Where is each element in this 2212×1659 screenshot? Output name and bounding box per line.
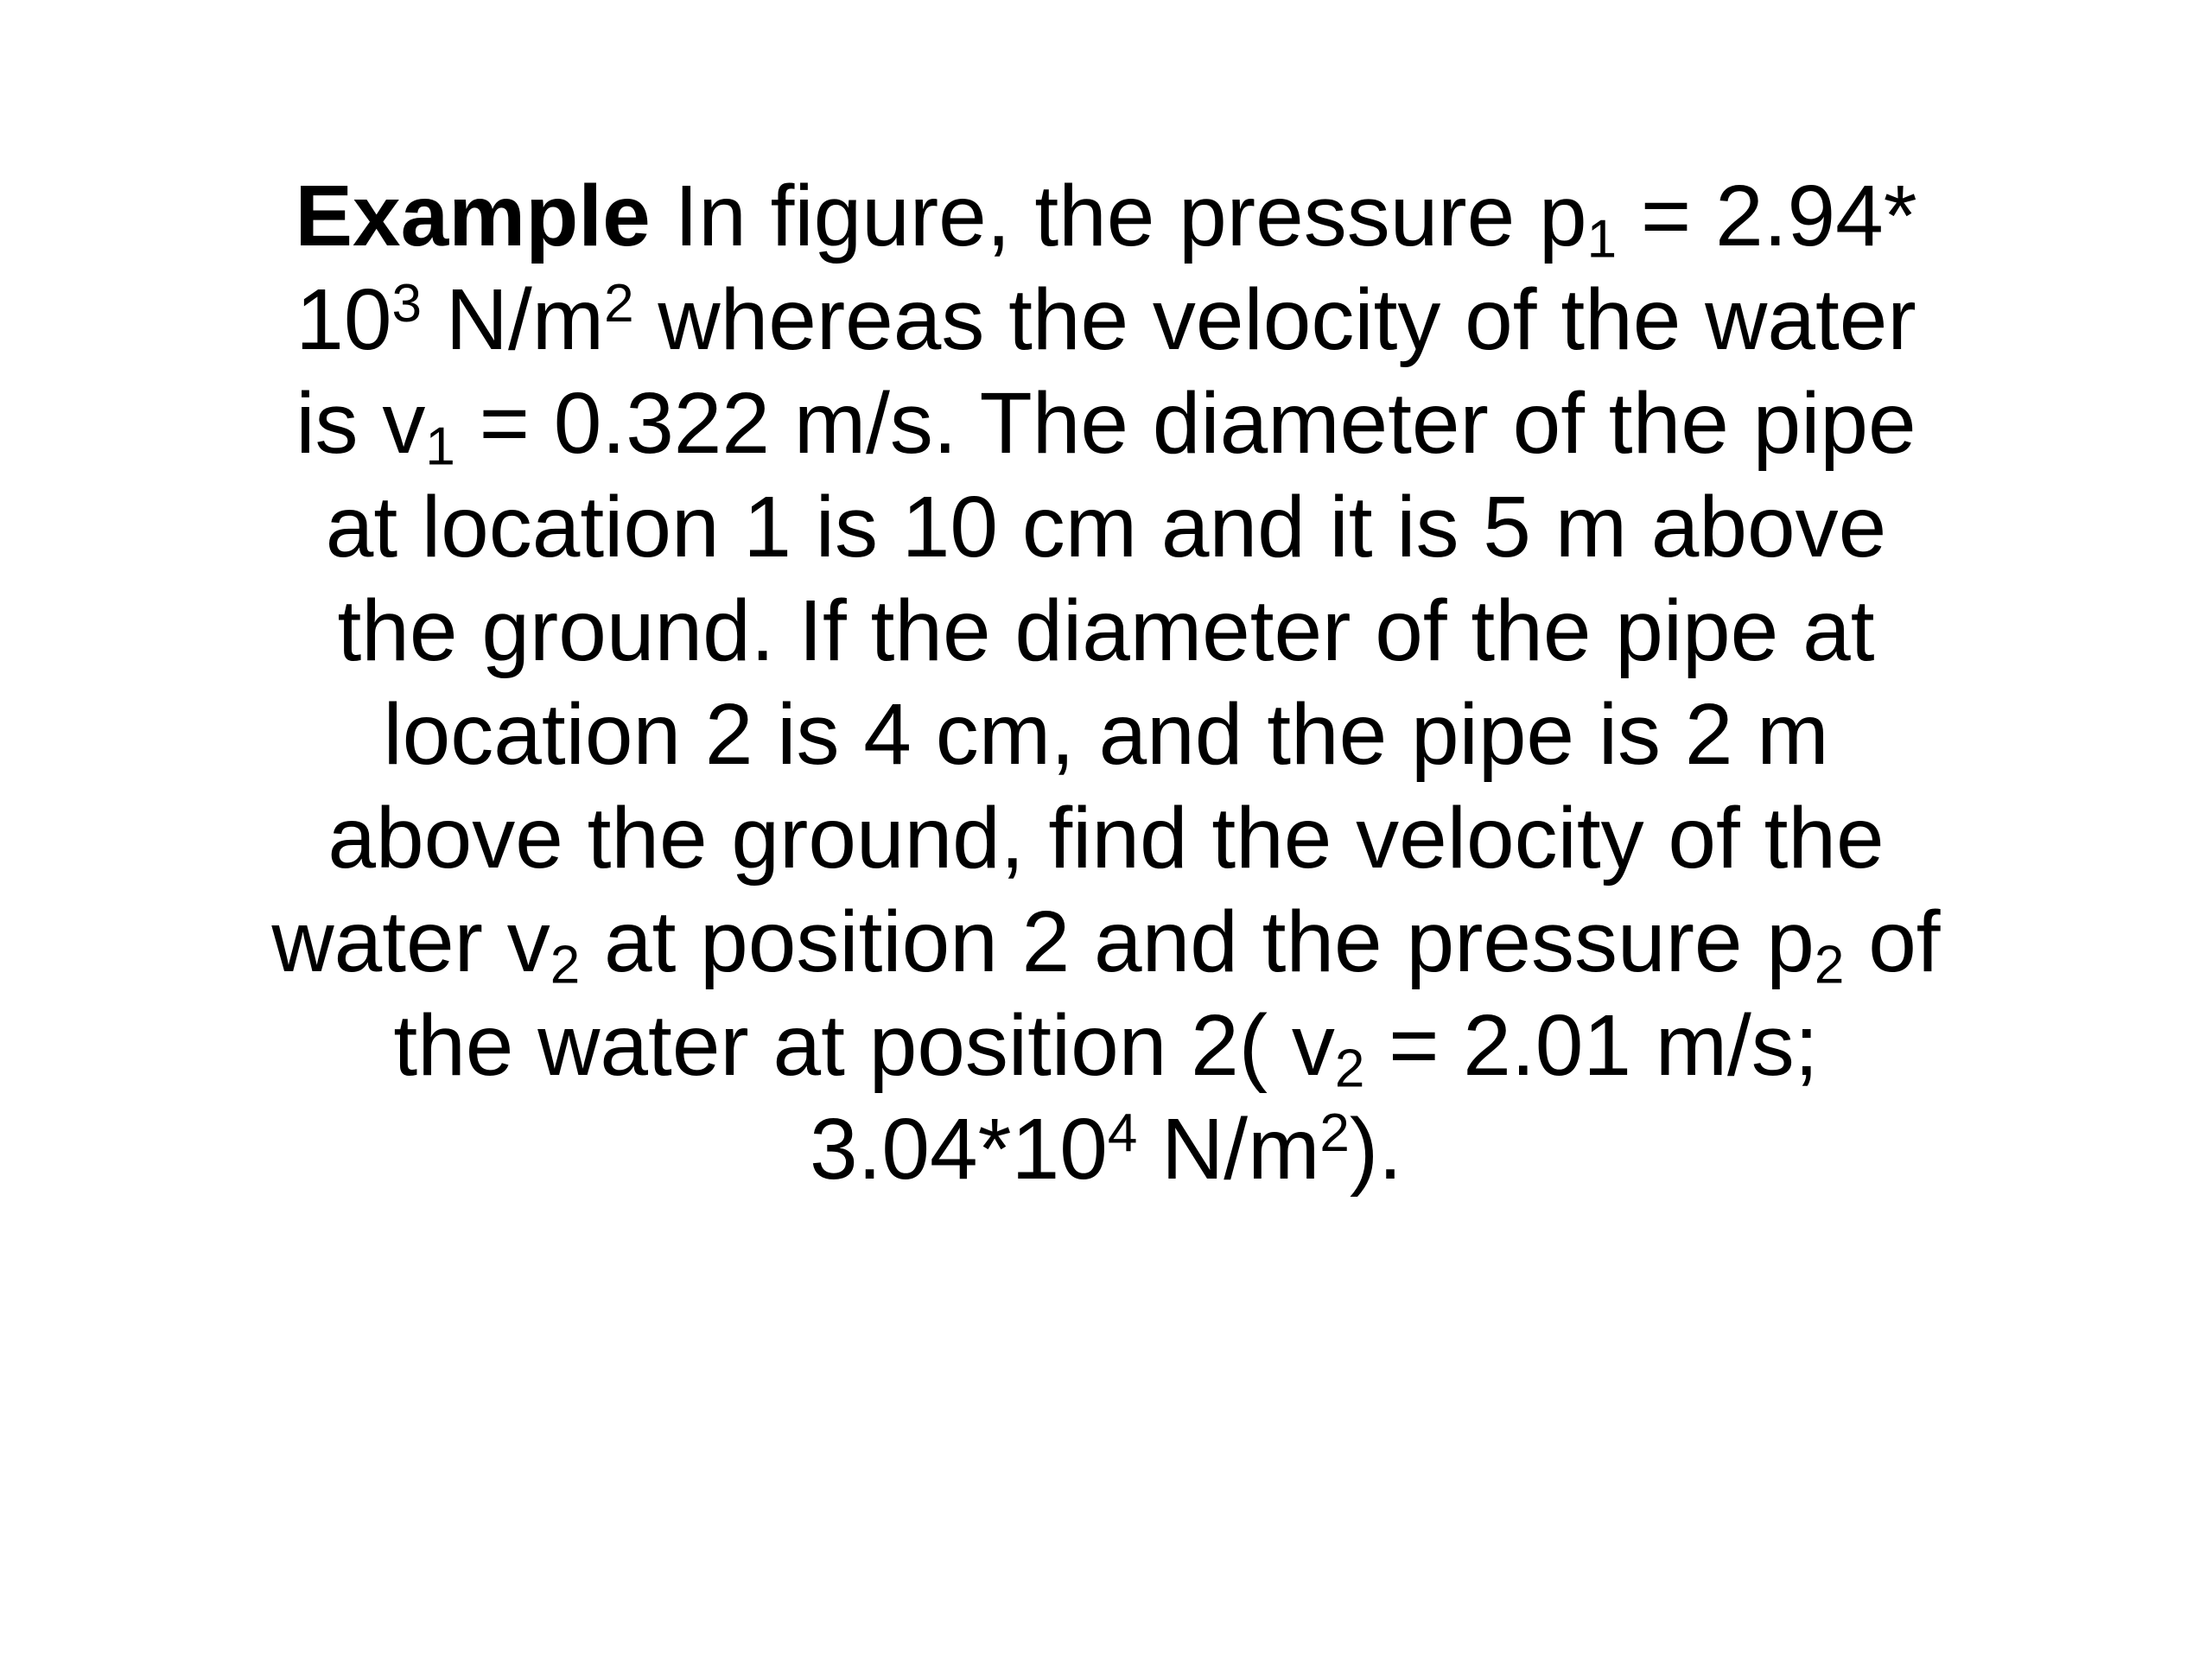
subscript: 1 [425,416,455,477]
problem-line [225,890,1987,994]
problem-line [225,475,1987,579]
subscript: 2 [1814,935,1845,995]
text-run: ). [1349,1101,1402,1198]
text-run: at location 1 is 10 cm and it is 5 m above [325,479,1887,575]
problem-text [225,164,1987,1201]
subscript: 2 [550,935,581,995]
subscript: 2 [1334,1039,1365,1099]
problem-line [225,786,1987,890]
text-run: 3.04*10 [810,1101,1108,1198]
text-run: location 2 is 4 cm, and the pipe is 2 m [383,686,1829,783]
text-run: In figure, the pressure p [650,168,1587,264]
problem-line [225,579,1987,683]
superscript: 2 [604,273,634,334]
problem-line [225,268,1987,372]
problem-line [225,1097,1987,1201]
example-heading: Example [295,168,651,264]
text-run: above the ground, find the velocity of the [327,790,1885,887]
superscript: 3 [391,273,423,334]
text-run: = 0.322 m/s. The diameter of the pipe [454,375,1916,472]
text-run: = 2.01 m/s; [1364,997,1819,1094]
problem-line [225,683,1987,786]
text-run: 10 [296,271,392,368]
problem-line [225,372,1987,475]
superscript: 2 [1319,1103,1350,1163]
text-run: the water at position 2( v [393,997,1335,1094]
problem-line [225,164,1987,268]
subscript: 1 [1586,209,1618,270]
text-run: of [1844,893,1941,990]
problem-line [225,994,1987,1097]
text-run: is v [296,375,426,472]
text-run: = 2.94* [1617,168,1917,264]
text-run: whereas the velocity of the water [633,271,1916,368]
text-run: N/m [422,271,605,368]
superscript: 4 [1107,1103,1138,1163]
text-run: the ground. If the diameter of the pipe at [337,582,1875,679]
text-run: water v [271,893,550,990]
text-run: at position 2 and the pressure p [580,893,1815,990]
text-run: N/m [1137,1101,1320,1198]
